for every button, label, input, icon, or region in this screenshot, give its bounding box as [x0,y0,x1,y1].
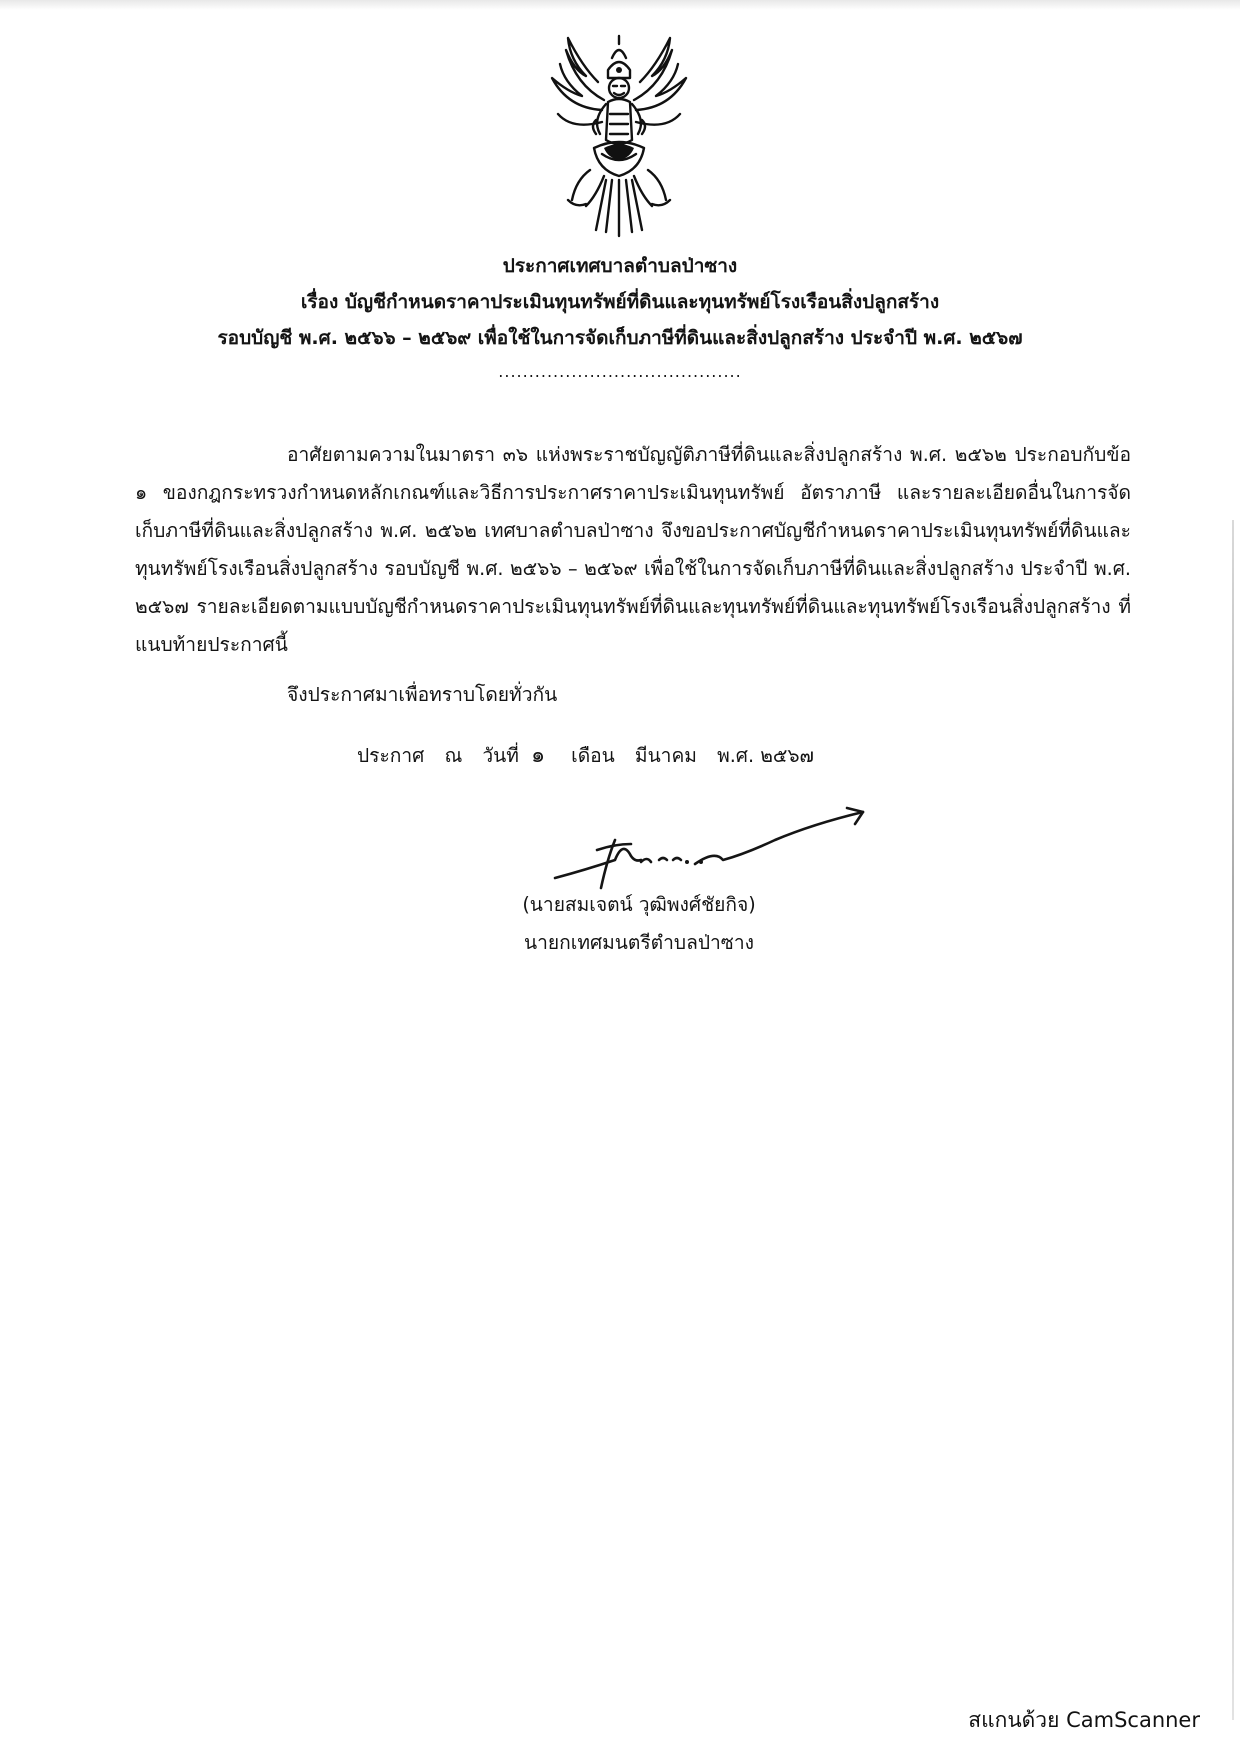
signer-name: (นายสมเจตน์ วุฒิพงศ์ชัยกิจ) [522,893,756,916]
header-separator: ........................................ [498,362,742,381]
scan-shadow [0,0,1240,10]
camscanner-watermark: สแกนด้วย CamScanner [968,1708,1200,1732]
header-period: รอบบัญชี พ.ศ. ๒๕๖๖ – ๒๕๖๙ เพื่อใช้ในการจัดเก็บภาษีที่ดินและสิ่งปลูกสร้าง ประจำปี พ.ศ. ๒๕๖๗ [217,327,1023,349]
body-paragraph: อาศัยตามความในมาตรา ๓๖ แห่งพระราชบัญญัติภาษีที่ดินและสิ่งปลูกสร้าง พ.ศ. ๒๕๖๒ ประกอบกับข้อ ๑ ของกฎกระทรวงกำหนดหลักเกณฑ์และวิธีการประกาศราคาประเมินทุนทรัพย์ อัตราภาษี และรายละเอียดอื่นในการจัดเก็บภาษีที่ดินและสิ่งปลูกสร้าง พ.ศ. ๒๕๖๒ เทศบาลตำบลป่าซาง จึงขอประกาศบัญชีกำหนดราคาประเมินทุนทรัพย์ที่ดินและทุนทรัพย์โรงเรือนสิ่งปลูกสร้าง รอบบัญชี พ.ศ. ๒๕๖๖ – ๒๕๖๙ เพื่อใช้ในการจัดเก็บภาษีที่ดินและสิ่งปลูกสร้าง ประจำปี พ.ศ. ๒๕๖๗ รายละเอียดตามแบบบัญชีกำหนดราคาประเมินทุนทรัพย์ที่ดินและทุนทรัพย์ที่ดินและทุนทรัพย์โรงเรือนสิ่งปลูกสร้าง ที่แนบท้ายประกาศนี้ [135,443,1131,656]
date-month: มีนาคม [634,744,697,767]
header-subject: เรื่อง บัญชีกำหนดราคาประเมินทุนทรัพย์ที่ดินและทุนทรัพย์โรงเรือนสิ่งปลูกสร้าง [300,291,940,313]
announcement-date [357,737,828,772]
closing-statement: จึงประกาศมาเพื่อทราบโดยทั่วกัน [287,683,558,706]
date-day-label: วันที่ [482,744,519,767]
document-body [135,436,1131,664]
document-header [0,248,1240,356]
signer-title: นายกเทศมนตรีตำบลป่าซาง [524,931,754,954]
date-year: พ.ศ. ๒๕๖๗ [717,744,814,767]
date-day: ๑ [531,743,546,768]
signature-mark [545,800,875,895]
garuda-emblem-icon [546,30,692,238]
date-month-label: เดือน [571,744,615,767]
date-at: ณ [444,744,463,767]
header-title: ประกาศเทศบาลตำบลป่าซาง [502,255,738,277]
scan-edge-line [1232,520,1234,1720]
date-prefix: ประกาศ [357,744,425,767]
